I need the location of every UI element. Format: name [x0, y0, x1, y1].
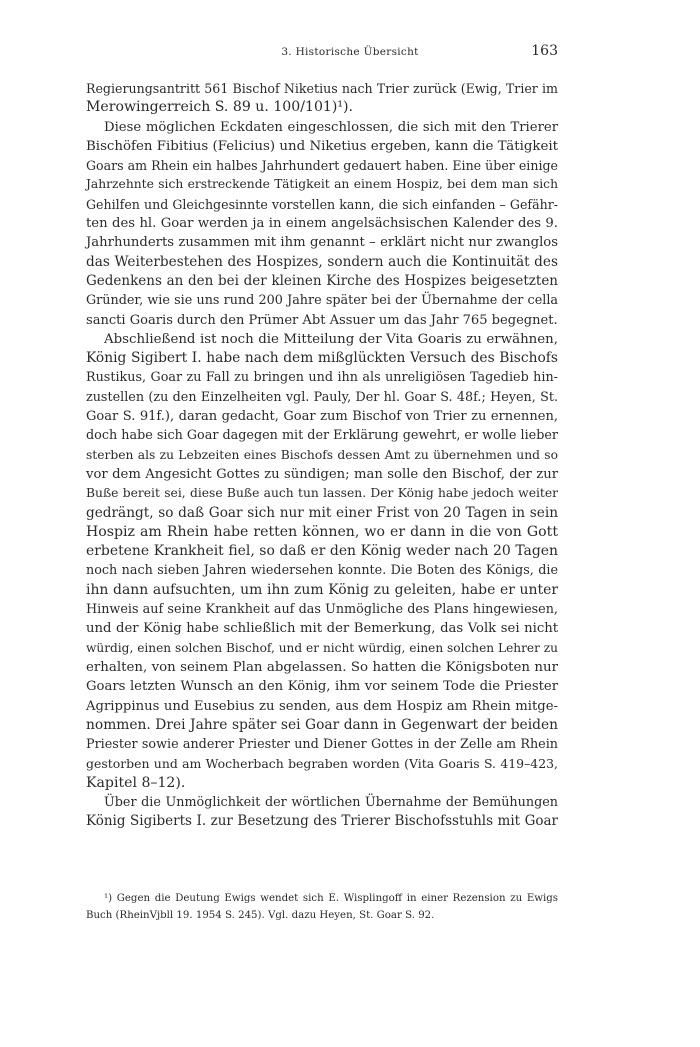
text-line: Rustikus, Goar zu Fall zu bringen und ihn als unreligiösen Tagedieb hin- — [86, 370, 558, 386]
footnote-line: ¹) Gegen die Deutung Ewigs wendet sich E. Wisplingoff in einer Rezension zu Ewigs — [104, 893, 558, 904]
text-line: Kapitel 8–12). — [86, 774, 186, 791]
text-line: ten des hl. Goar werden ja in einem angelsächsischen Kalender des 9. — [86, 216, 558, 232]
running-head — [0, 43, 700, 65]
text-line: Hinweis auf seine Krankheit auf das Unmögliche des Plans hingewiesen, — [86, 602, 558, 618]
text-line: Gedenkens an den bei der kleinen Kirche des Hospizes beigesetzten — [86, 272, 558, 289]
text-line: ihn dann aufsuchten, um ihn zum König zu geleiten, habe er unter — [86, 581, 558, 598]
footnotes — [86, 890, 558, 924]
text-line: Gründer, wie sie uns rund 200 Jahre später bei der Übernahme der cella — [86, 293, 558, 309]
text-line: erhalten, von seinem Plan abgelassen. So hatten die Königsboten nur — [86, 659, 558, 675]
text-line: würdig, einen solchen Bischof, und er nicht würdig, einen solchen Lehrer zu — [86, 640, 558, 655]
text-line: Regierungsantritt 561 Bischof Niketius nach Trier zurück (Ewig, Trier im — [86, 81, 558, 96]
text-line: nommen. Drei Jahre später sei Goar dann in Gegenwart der beiden — [86, 716, 558, 733]
text-line: Buße bereit sei, diese Buße auch tun lassen. Der König habe jedoch weiter — [86, 486, 558, 501]
text-line: Abschließend ist noch die Mitteilung der Vita Goaris zu erwähnen, — [104, 331, 558, 347]
text-line: König Sigiberts I. zur Besetzung des Trierer Bischofsstuhls mit Goar — [86, 813, 558, 830]
text-line: Hospiz am Rhein habe retten können, wo er dann in die von Gott — [86, 523, 558, 540]
text-line: Goars letzten Wunsch an den König, ihm vor seinem Tode die Priester — [86, 679, 558, 695]
text-line: erbetene Krankheit fiel, so daß er den König weder nach 20 Tagen — [86, 543, 558, 560]
text-line: Priester sowie anderer Priester und Diener Gottes in der Zelle am Rhein — [86, 737, 558, 753]
text-line: gedrängt, so daß Goar sich nur mit einer Frist von 20 Tagen in sein — [86, 504, 558, 521]
text-line: Goar S. 91f.), daran gedacht, Goar zum Bischof von Trier zu ernennen, — [86, 409, 558, 425]
text-line: noch nach sieben Jahren wiedersehen konnte. Die Boten des Königs, die — [86, 563, 558, 579]
text-line: sterben als zu Lebzeiten eines Bischofs dessen Amt zu übernehmen und so — [86, 447, 558, 462]
text-line: doch habe sich Goar dagegen mit der Erklärung gewehrt, er wolle lieber — [86, 428, 558, 444]
running-title: 3. Historische Übersicht — [281, 46, 419, 58]
text-line: Diese möglichen Eckdaten eingeschlossen, die sich mit den Trierer — [104, 119, 558, 135]
body-text — [86, 79, 558, 832]
footnote-line: Buch (RheinVjbll 19. 1954 S. 245). Vgl. dazu Heyen, St. Goar S. 92. — [86, 910, 435, 921]
page-number: 163 — [531, 43, 558, 59]
text-line: Über die Unmöglichkeit der wörtlichen Übernahme der Bemühungen — [104, 794, 558, 810]
text-line: Agrippinus und Eusebius zu senden, aus dem Hospiz am Rhein mitge- — [86, 698, 558, 714]
text-line: Gehilfen und Gleichgesinnte vorstellen kann, die sich einfanden – Gefähr- — [86, 196, 558, 212]
text-line: gestorben und am Wocherbach begraben worden (Vita Goaris S. 419–423, — [86, 756, 558, 772]
text-line: Goars am Rhein ein halbes Jahrhundert gedauert haben. Eine über einige — [86, 158, 558, 174]
text-line: Jahrhunderts zusammen mit ihm genannt – erklärt nicht nur zwanglos — [86, 235, 558, 251]
text-line: Merowingerreich S. 89 u. 100/101)¹). — [86, 99, 354, 116]
text-line: zustellen (zu den Einzelheiten vgl. Pauly, Der hl. Goar S. 48f.; Heyen, St. — [86, 389, 558, 405]
text-line: und der König habe schließlich mit der Bemerkung, das Volk sei nicht — [86, 621, 558, 637]
text-line: sancti Goaris durch den Prümer Abt Assuer um das Jahr 765 begegnet. — [86, 312, 558, 328]
text-line: vor dem Angesicht Gottes zu sündigen; man solle den Bischof, der zur — [86, 466, 558, 482]
text-line: das Weiterbestehen des Hospizes, sondern auch die Kontinuität des — [86, 253, 558, 270]
text-line: Jahrzehnte sich erstreckende Tätigkeit an einem Hospiz, bei dem man sich — [86, 177, 558, 192]
text-line: König Sigibert I. habe nach dem mißglückten Versuch des Bischofs — [86, 350, 558, 367]
text-line: Bischöfen Fibitius (Felicius) und Niketius ergeben, kann die Tätigkeit — [86, 138, 558, 154]
